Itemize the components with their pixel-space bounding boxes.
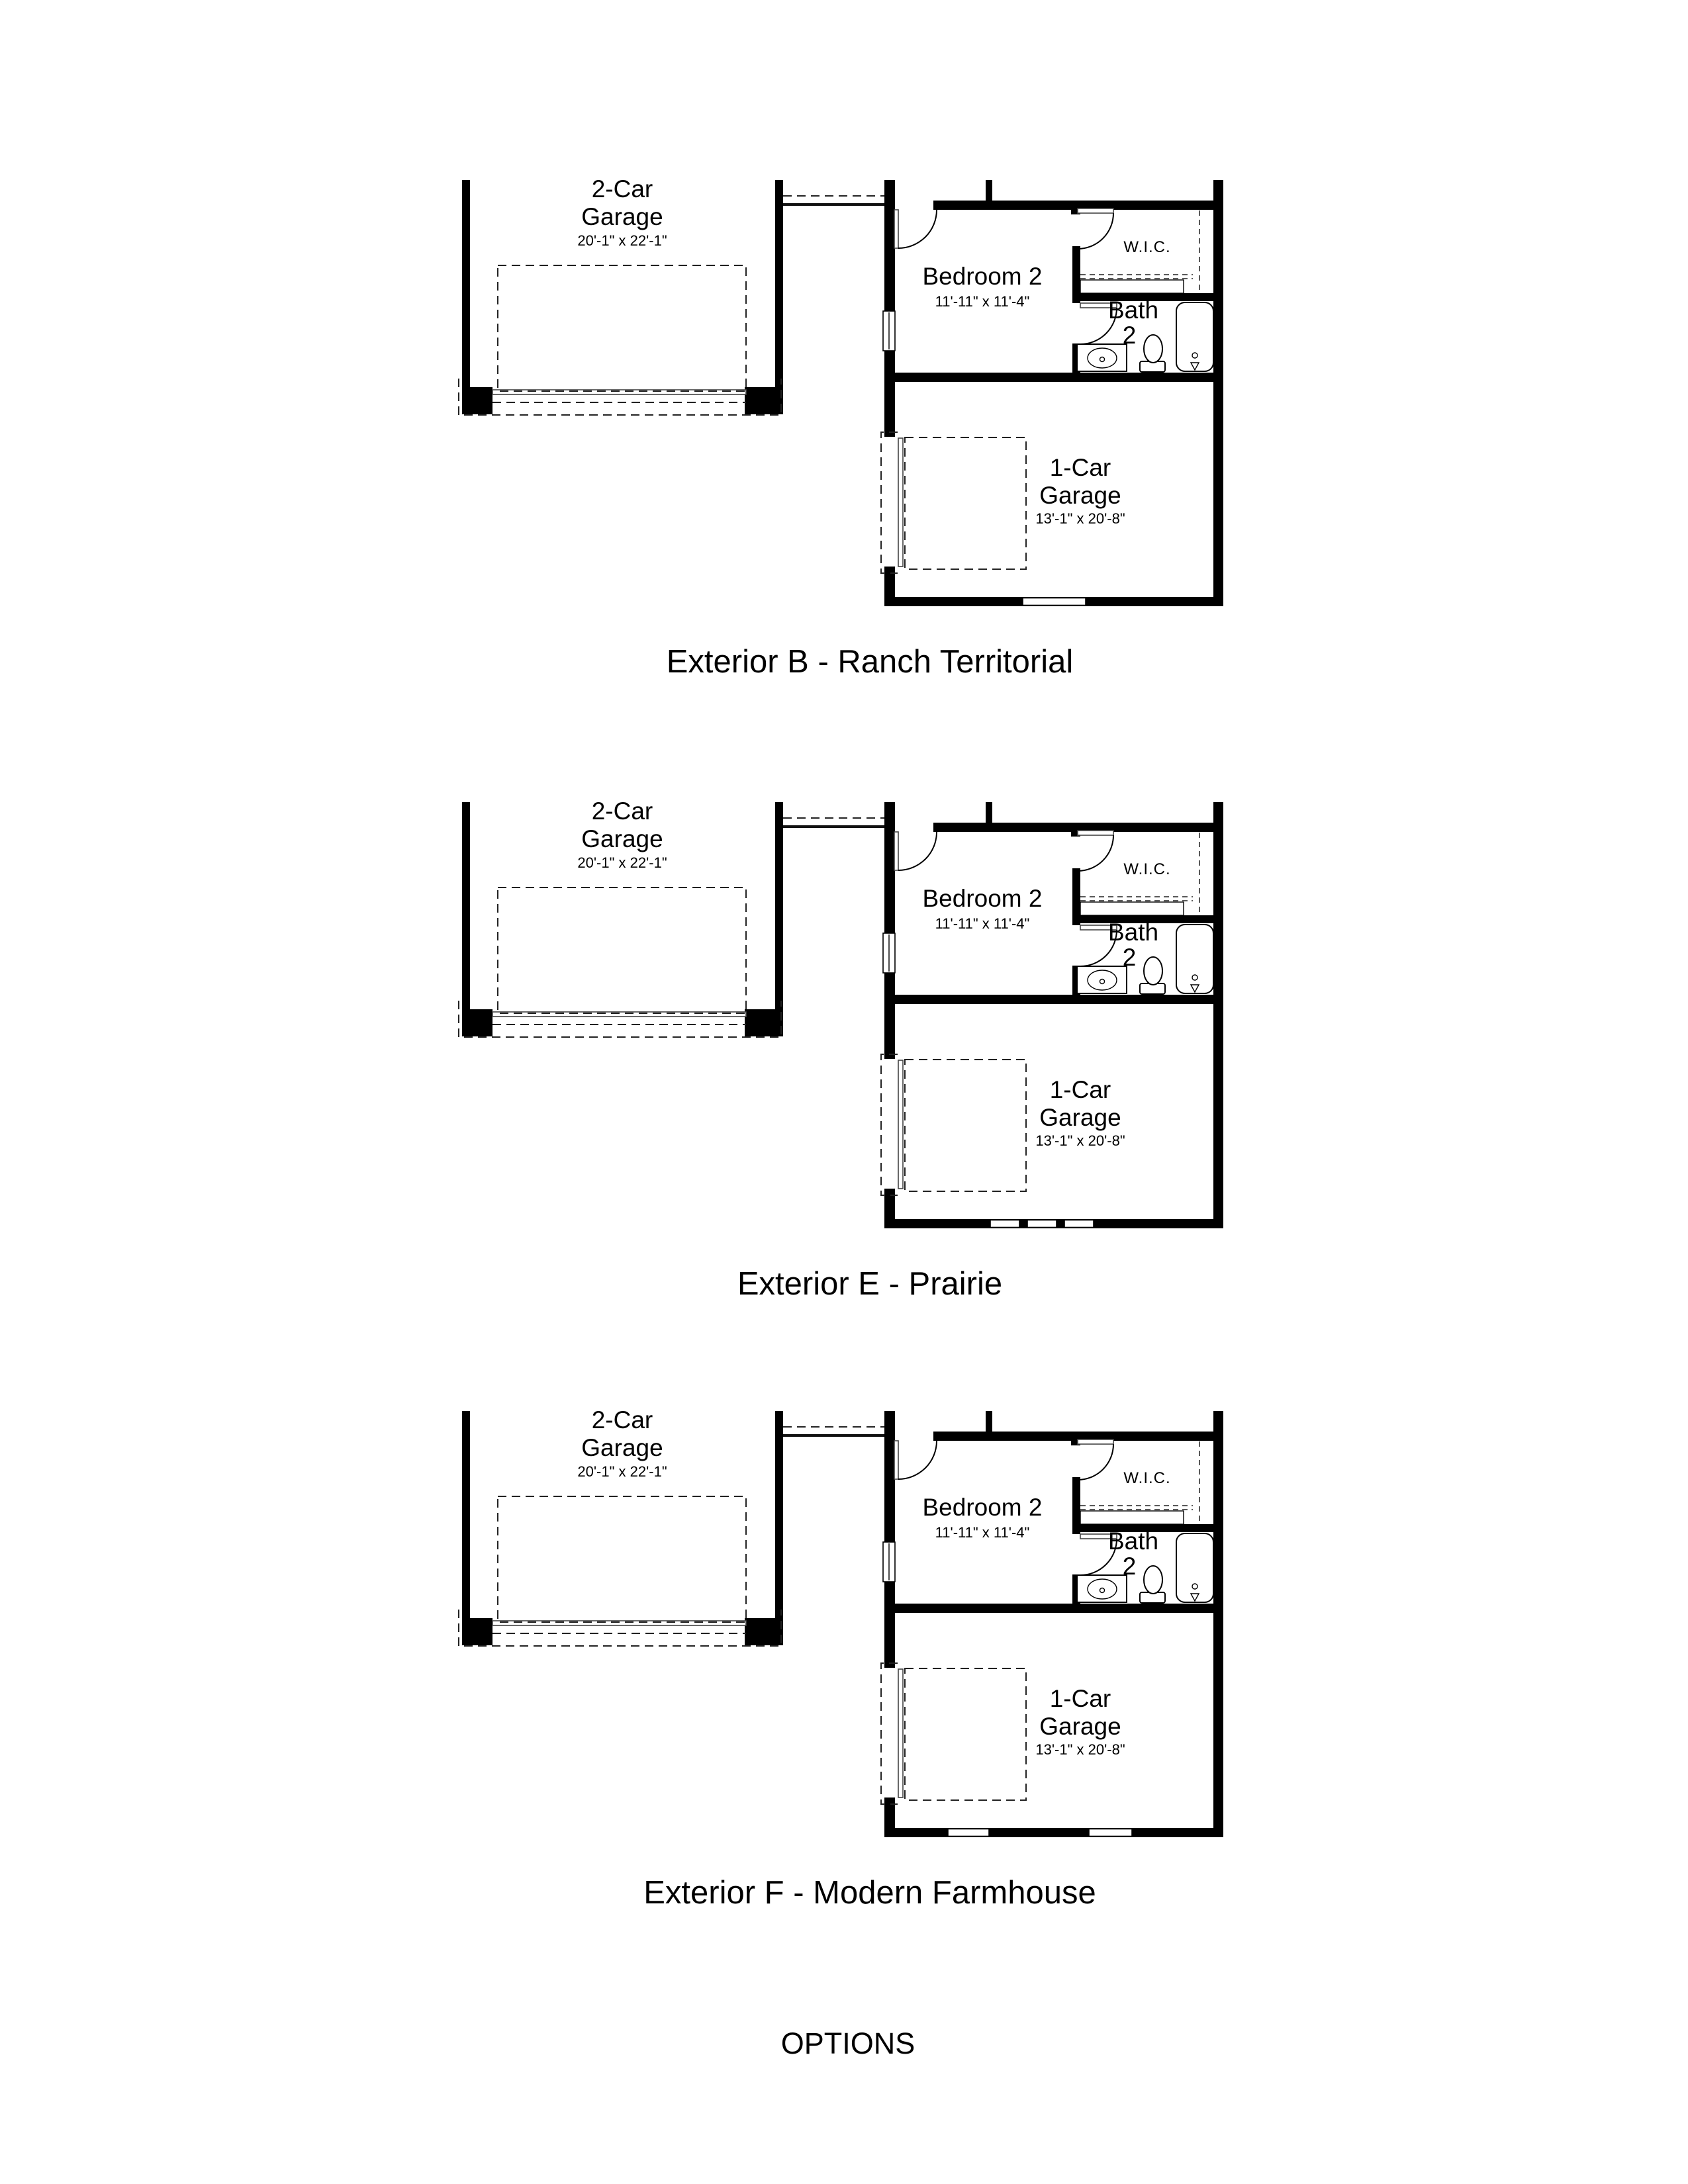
wic-label: W.I.C. (1123, 860, 1171, 878)
garage-1car-dimensions: 13'-1" x 20'-8" (1035, 510, 1125, 527)
options-heading: OPTIONS (780, 2026, 915, 2060)
garage-1car-label-line1: 1-Car (1049, 1685, 1111, 1712)
bedroom-2-dimensions: 11'-11" x 11'-4" (935, 1524, 1030, 1541)
garage-2car-dimensions: 20'-1" x 22'-1" (577, 232, 667, 249)
bedroom-2-label: Bedroom 2 (922, 263, 1043, 290)
garage-vent (1064, 1220, 1094, 1228)
wic-label: W.I.C. (1123, 1469, 1171, 1487)
garage-2car-dimensions: 20'-1" x 22'-1" (577, 1463, 667, 1480)
garage-2car-dimensions: 20'-1" x 22'-1" (577, 854, 667, 871)
garage-vent (1089, 1829, 1132, 1837)
bath-2-label-line2: 2 (1122, 1553, 1137, 1580)
plan-linework (459, 802, 1223, 1228)
garage-1car-label-line2: Garage (1039, 482, 1121, 509)
garage-2car-label-line1: 2-Car (591, 175, 653, 203)
garage-2car-label-line1: 2-Car (591, 797, 653, 825)
plan-linework (459, 1411, 1223, 1837)
garage-2car-label-line2: Garage (581, 825, 663, 852)
bedroom-2-label: Bedroom 2 (922, 885, 1043, 912)
garage-vent (1023, 598, 1086, 606)
garage-vent (990, 1220, 1019, 1228)
bath-2-label-line2: 2 (1122, 944, 1137, 971)
bedroom-2-label: Bedroom 2 (922, 1494, 1043, 1521)
bath-2-label-line1: Bath (1107, 919, 1159, 946)
floor-plan-exterior-b (459, 175, 1223, 680)
bath-2-label-line2: 2 (1122, 322, 1137, 349)
garage-2car-label-line1: 2-Car (591, 1406, 653, 1433)
garage-2car-label-line2: Garage (581, 1434, 663, 1461)
garage-1car-dimensions: 13'-1" x 20'-8" (1035, 1741, 1125, 1758)
plan-title-exterior-f: Exterior F - Modern Farmhouse (643, 1875, 1096, 1911)
garage-2car-label-line2: Garage (581, 203, 663, 230)
plan-linework (459, 180, 1223, 606)
wic-label: W.I.C. (1123, 238, 1171, 256)
garage-vent (1027, 1220, 1056, 1228)
garage-1car-label-line2: Garage (1039, 1104, 1121, 1131)
floor-plan-exterior-f (459, 1406, 1223, 1911)
plan-title-exterior-e: Exterior E - Prairie (737, 1266, 1003, 1302)
bath-2-label-line1: Bath (1107, 1527, 1159, 1555)
floor-plan-exterior-e (459, 797, 1223, 1302)
garage-vent (948, 1829, 989, 1837)
plan-title-exterior-b: Exterior B - Ranch Territorial (666, 644, 1074, 680)
garage-1car-label-line1: 1-Car (1049, 1076, 1111, 1103)
garage-1car-dimensions: 13'-1" x 20'-8" (1035, 1132, 1125, 1149)
bath-2-label-line1: Bath (1107, 296, 1159, 324)
garage-1car-label-line1: 1-Car (1049, 454, 1111, 481)
garage-1car-label-line2: Garage (1039, 1713, 1121, 1740)
bedroom-2-dimensions: 11'-11" x 11'-4" (935, 915, 1030, 932)
bedroom-2-dimensions: 11'-11" x 11'-4" (935, 293, 1030, 310)
